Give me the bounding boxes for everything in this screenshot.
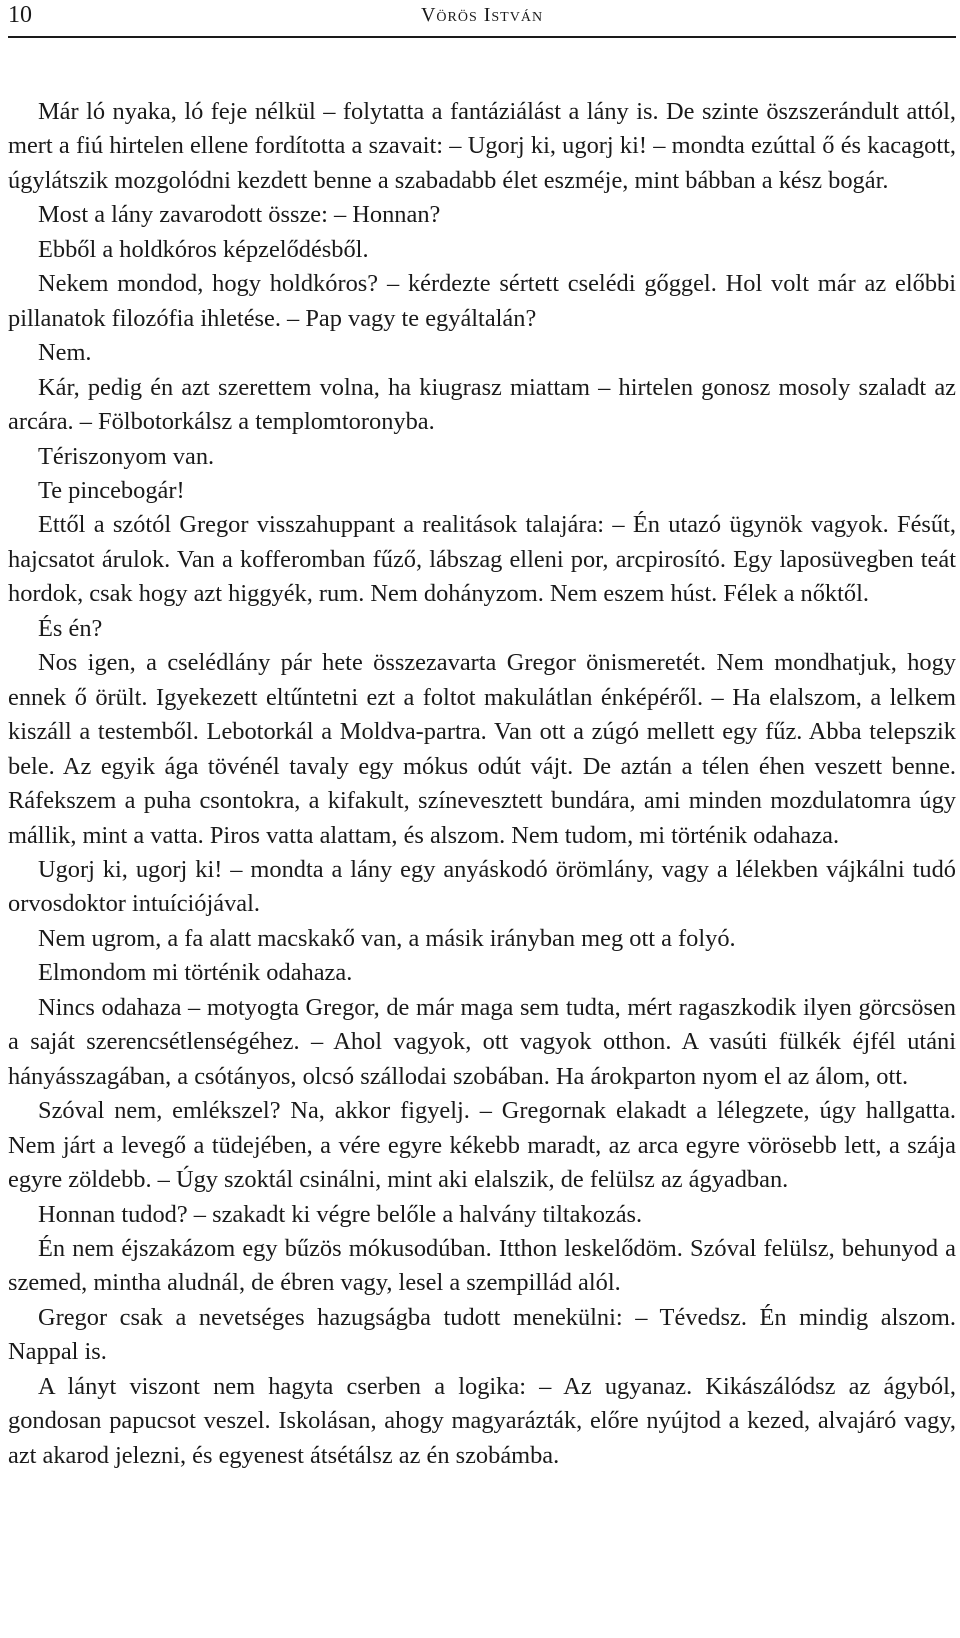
page-header [8, 0, 956, 38]
paragraph: A lányt viszont nem hagyta cserben a logika: – Az ugyanaz. Kikászálódsz az ágyból, gondosan papucsot veszel. Iskolásan, ahogy magyarázták, előre nyújtod a kezed, alvajáró vagy, azt akarod jelezni, és egyenest átsétálsz az én szobámba. [8, 1372, 956, 1469]
paragraph: Nekem mondod, hogy holdkóros? – kérdezte sértett cselédi gőggel. Hol volt már az előbbi pillanatok filozófia ihletése. – Pap vagy te egyáltalán? [8, 270, 956, 332]
paragraph: Most a lány zavarodott össze: – Honnan? [38, 201, 441, 229]
page-number: 10 [8, 2, 32, 28]
paragraph: És én? [38, 614, 103, 642]
paragraph: Gregor csak a nevetséges hazugságba tudott menekülni: – Tévedsz. Én mindig alszom. Nappal is. [8, 1303, 956, 1366]
paragraph: Nem ugrom, a fa alatt macskakő van, a másik irányban meg ott a folyó. [38, 924, 736, 952]
paragraph: Én nem éjszakázom egy bűzös mókusodúban. Itthon leskelődöm. Szóval felülsz, behunyod a szemed, mintha aludnál, de ébren vagy, lesel a szempillád alól. [8, 1234, 956, 1297]
paragraph: Nincs odahaza – motyogta Gregor, de már maga sem tudta, mért ragaszkodik ilyen görcsösen a saját szerencsétlenségéhez. – Ahol vagyok, ott vagyok otthon. A vasúti fülkék éjfél utáni hányásszagában, a csótányos, olcsó szállodai szobában. Ha árokparton nyom el az álom, ott. [8, 993, 956, 1090]
paragraph: Nos igen, a cselédlány pár hete összezavarta Gregor önismeretét. Nem mondhatjuk, hogy ennek ő örült. Igyekezett eltűntetni ezt a foltot makulátlan énképéről. – Ha elalszom, a lelkem kiszáll a testemből. Lebotorkál a Moldva-partra. Van ott a zúgó mellett egy fűz. Abba telepszik bele. Az egyik ága tövénél tavaly egy mókus odút vájt. De aztán a télen éhen veszett benne. Ráfekszem a puha csontokra, a kifakult, színevesztett bundára, ami minden mozdulatomra úgy mállik, mint a vatta. Piros vatta alattam, és alszom. Nem tudom, mi történik odahaza. [8, 649, 956, 849]
running-head: Vörös István [420, 4, 544, 26]
paragraph: Honnan tudod? – szakadt ki végre belőle a halvány tiltakozás. [38, 1200, 643, 1228]
paragraph: Szóval nem, emlékszel? Na, akkor figyelj. – Gregornak elakadt a lélegzete, úgy hallgatta. Nem járt a levegő a tüdejében, a vére egyre kékebb maradt, az arca egyre vörösebb lett, a szája egyre zöldebb. – Úgy szoktál csinálni, mint aki elalszik, de felülsz az ágyadban. [8, 1097, 956, 1194]
paragraph: Ebből a holdkóros képzelődésből. [38, 235, 369, 263]
paragraph: Te pincebogár! [38, 476, 185, 504]
paragraph: Már ló nyaka, ló feje nélkül – folytatta a fantáziálást a lány is. De szinte öszszerándult attól, mert a fiú hirtelen ellene fordította a szavait: – Ugorj ki, ugorj ki! – mondta ezúttal ő és kacagott, úgylátszik mozgolódni kezdett benne a szabadabb élet eszméje, mint bábban a kész bogár. [8, 98, 956, 194]
body-text [8, 95, 956, 1473]
paragraph: Nem. [38, 339, 92, 367]
paragraph: Ugorj ki, ugorj ki! – mondta a lány egy anyáskodó örömlány, vagy a lélekben vájkálni tudó orvosdoktor intuíciójával. [8, 855, 956, 918]
paragraph: Kár, pedig én azt szerettem volna, ha kiugrasz miattam – hirtelen gonosz mosoly szaladt az arcára. – Fölbotorkálsz a templomtoronyba. [8, 373, 956, 436]
paragraph: Elmondom mi történik odahaza. [38, 959, 353, 987]
paragraph: Ettől a szótól Gregor visszahuppant a realitások talajára: – Én utazó ügynök vagyok. Fésűt, hajcsatot árulok. Van a kofferomban fűző, lábszag elleni por, arcpirosító. Egy laposüvegben teát hordok, csak hogy azt higgyék, rum. Nem dohányzom. Nem eszem húst. Félek a nőktől. [8, 511, 956, 608]
paragraph: Tériszonyom van. [38, 442, 215, 470]
